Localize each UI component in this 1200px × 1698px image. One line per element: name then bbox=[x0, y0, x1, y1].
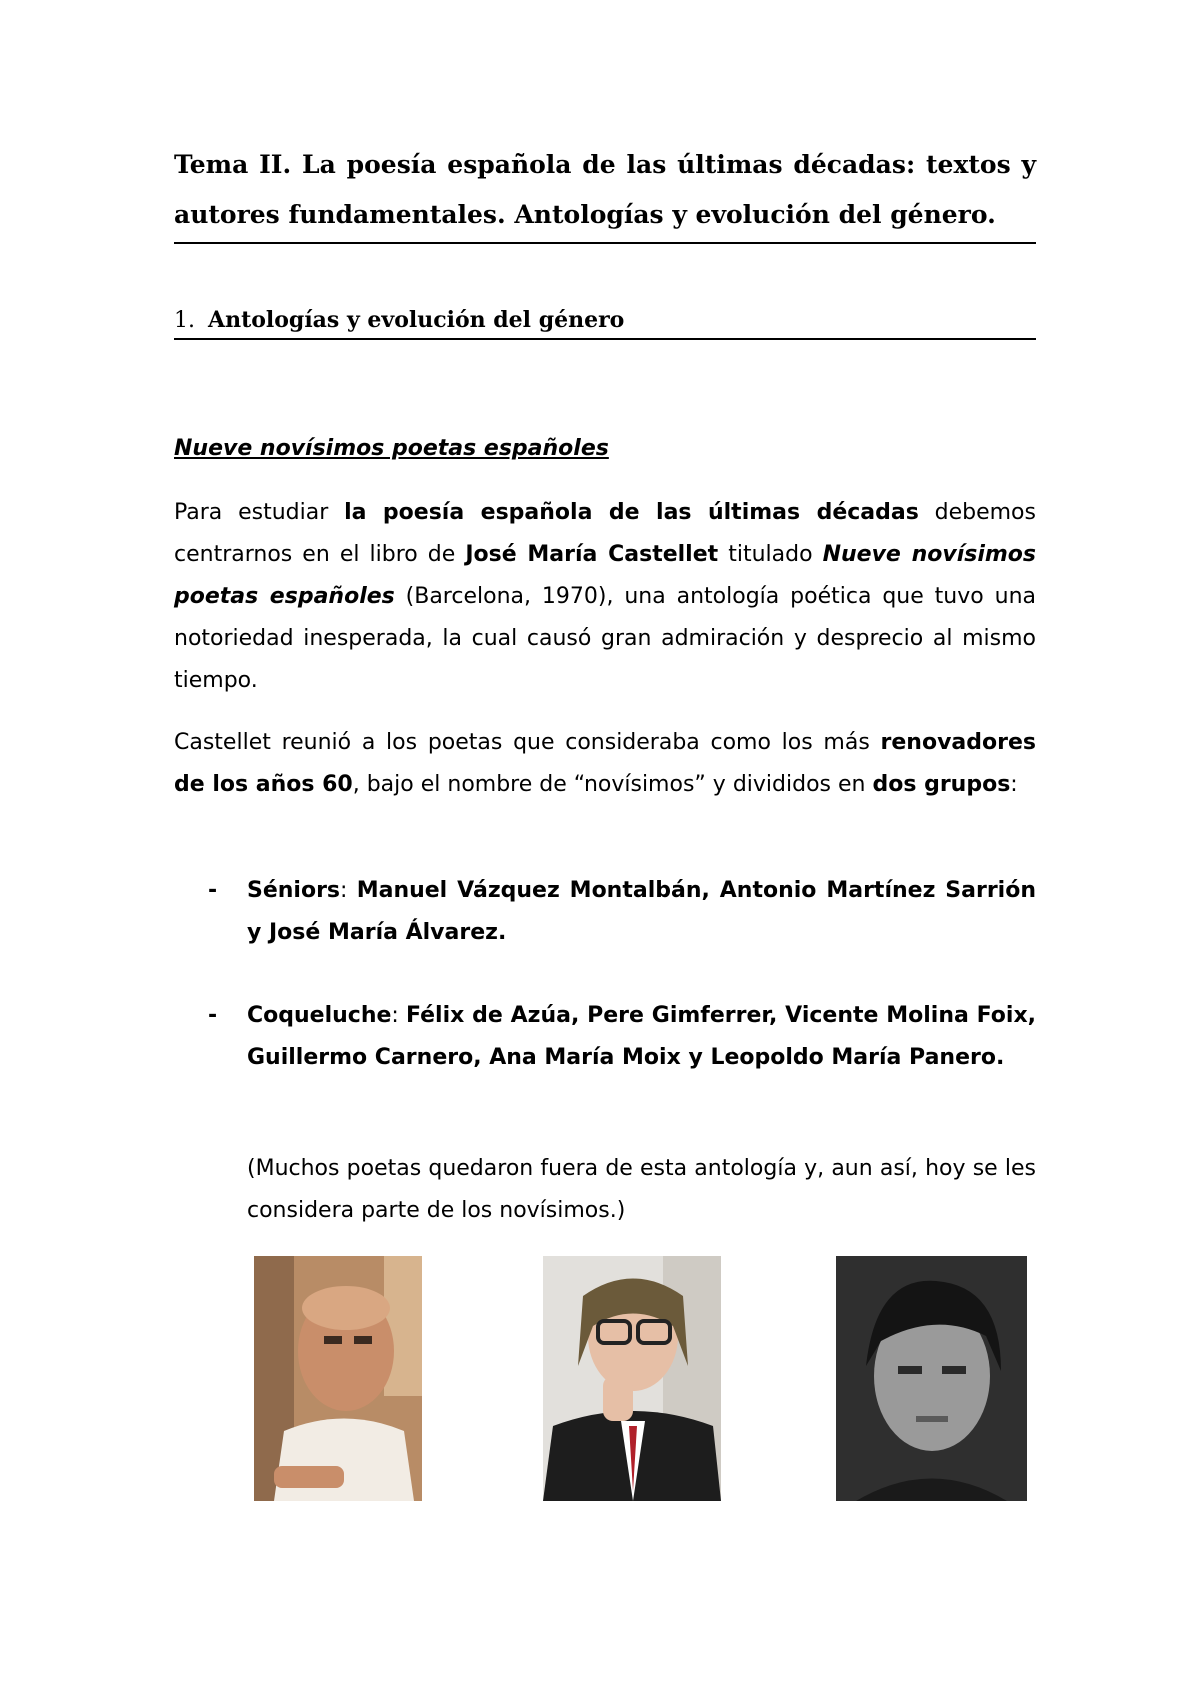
section-number: 1. bbox=[174, 308, 195, 333]
paragraph-intro bbox=[174, 492, 1036, 702]
group-label: Coqueluche bbox=[247, 1003, 392, 1028]
paragraph-intro-bold-1: la poesía española de las últimas décadas bbox=[344, 500, 919, 525]
title-line-1: Tema II. La poesía española de las últimas décadas: textos y bbox=[174, 150, 1036, 179]
bullet-dash: - bbox=[208, 878, 218, 903]
group-colon: : bbox=[340, 878, 357, 903]
list-item bbox=[174, 870, 1036, 954]
title-line-2: autores fundamentales. Antologías y evolución del género. bbox=[174, 200, 996, 229]
group-label: Séniors bbox=[247, 878, 341, 903]
paragraph-intro-text-3: titulado bbox=[718, 542, 823, 567]
group-colon: : bbox=[391, 1003, 406, 1028]
note-paragraph: (Muchos poetas quedaron fuera de esta antología y, aun así, hoy se les considera parte de los novísimos.) bbox=[247, 1156, 1036, 1223]
list-item bbox=[174, 995, 1036, 1079]
paragraph-groups-text-1: Castellet reunió a los poetas que consideraba como los más bbox=[174, 730, 881, 755]
section-label: Antologías y evolución del género bbox=[208, 307, 625, 333]
paragraph-groups-text-2: , bajo el nombre de “novísimos” y divididos en bbox=[352, 772, 873, 797]
paragraph-intro-book-title: Nueve novísimos poetas españoles bbox=[174, 542, 1036, 609]
subsection-title: Nueve novísimos poetas españoles bbox=[174, 436, 609, 461]
paragraph-groups-bold-1: renovadores de los años 60 bbox=[174, 730, 1036, 797]
group-names: Manuel Vázquez Montalbán, Antonio Martínez Sarrión y José María Álvarez. bbox=[247, 878, 1036, 945]
paragraph-intro-text-2: debemos centrarnos en el libro de bbox=[174, 500, 1036, 567]
paragraph-groups-text-3: : bbox=[1010, 772, 1018, 797]
paragraph-intro-text-4: (Barcelona, 1970), una antología poética que tuvo una notoriedad inesperada, la cual causó gran admiración y desprecio al mismo tiempo. bbox=[174, 584, 1036, 693]
paragraph-intro-bold-2: José María Castellet bbox=[465, 542, 719, 567]
paragraph-groups-bold-2: dos grupos bbox=[872, 772, 1011, 797]
portrait-photo-2 bbox=[543, 1256, 721, 1501]
paragraph-intro-text-1: Para estudiar bbox=[174, 500, 345, 525]
bullet-text bbox=[247, 870, 1036, 954]
bullet-dash: - bbox=[208, 1003, 218, 1028]
document-page bbox=[174, 0, 1036, 1698]
portrait-photo-1 bbox=[254, 1256, 422, 1501]
page-title bbox=[174, 140, 1036, 244]
section-heading bbox=[174, 303, 1036, 340]
group-names: Félix de Azúa, Pere Gimferrer, Vicente Molina Foix, Guillermo Carnero, Ana María Moix y Leopoldo María Panero. bbox=[247, 1003, 1036, 1070]
bullet-text bbox=[247, 995, 1036, 1079]
portrait-photo-3 bbox=[836, 1256, 1027, 1501]
paragraph-groups bbox=[174, 722, 1036, 806]
